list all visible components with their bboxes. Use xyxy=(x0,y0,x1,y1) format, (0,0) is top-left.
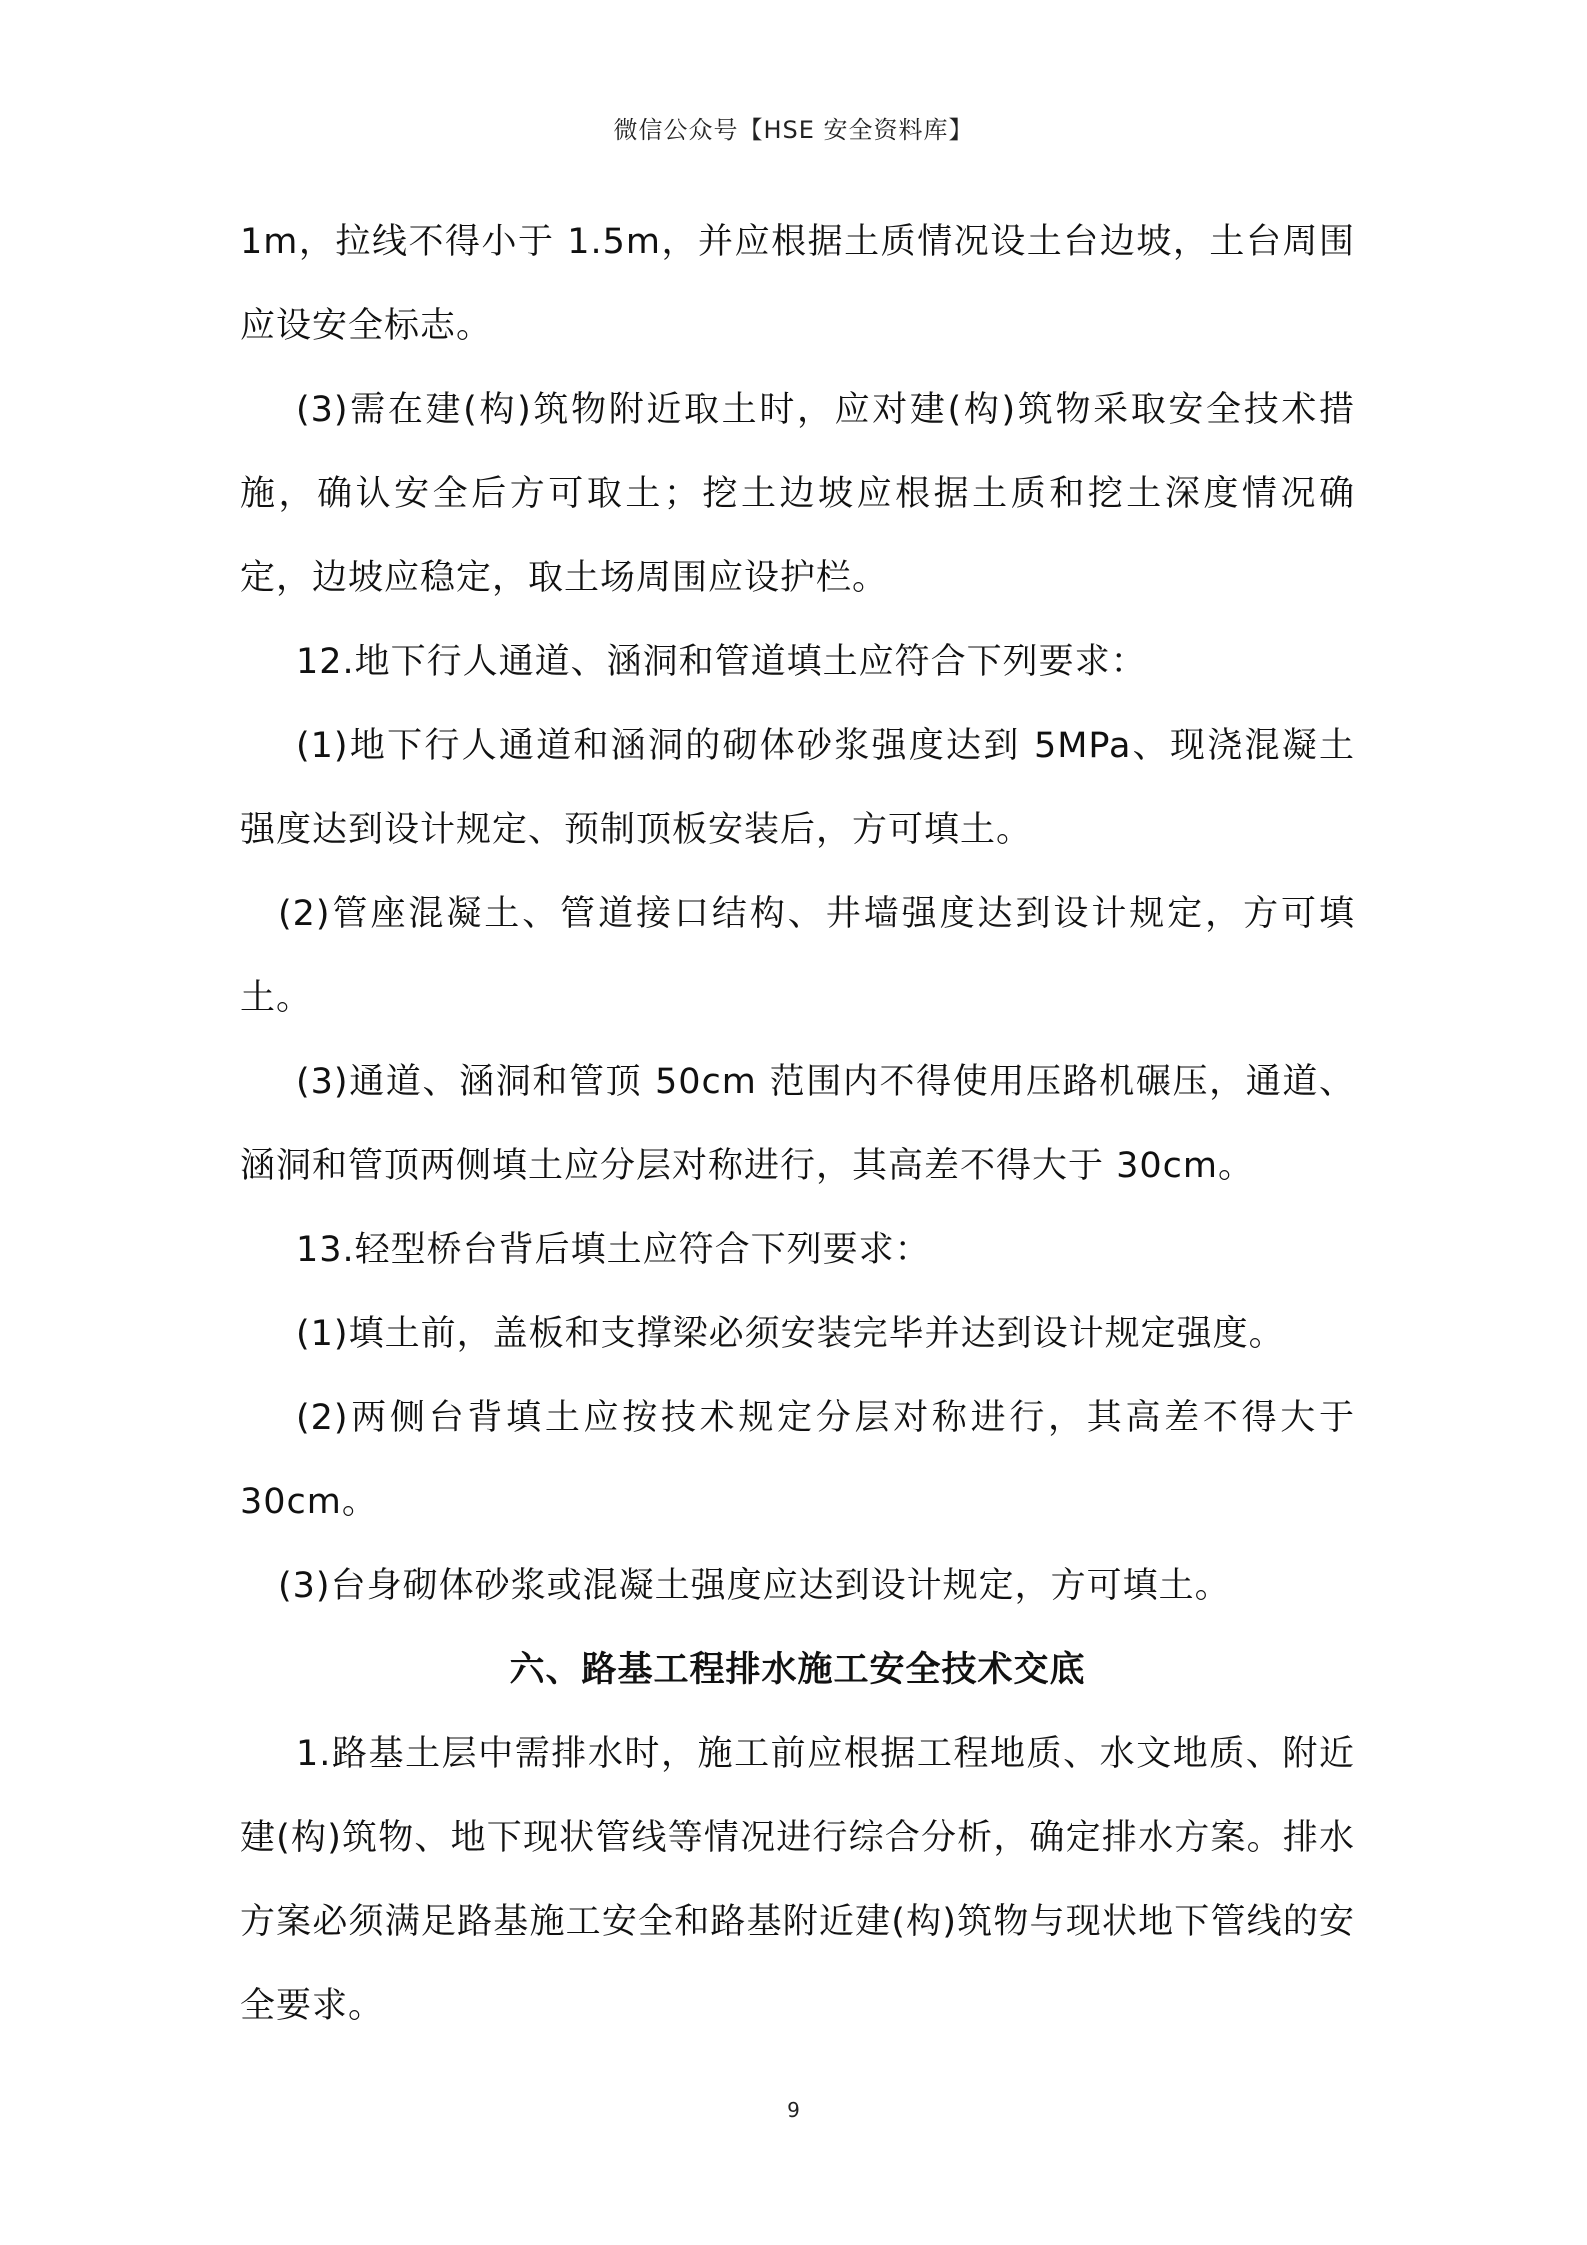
document-body xyxy=(240,200,1355,2048)
paragraph-earth-platform: 1m，拉线不得小于 1.5m，并应根据土质情况设土台边坡，土台周围应设安全标志。 xyxy=(240,222,1355,346)
page-number: 9 xyxy=(787,2098,800,2122)
paragraph-item-13-1: (1)填土前，盖板和支撑梁必须安装完毕并达到设计规定强度。 xyxy=(296,1314,1285,1354)
paragraph-item-13-3: (3)台身砌体砂浆或混凝土强度应达到设计规定，方可填土。 xyxy=(278,1566,1231,1606)
paragraph-item-12-2: (2)管座混凝土、管道接口结构、井墙强度达到设计规定，方可填土。 xyxy=(240,894,1355,1018)
paragraph-drainage-1: 1.路基土层中需排水时，施工前应根据工程地质、水文地质、附近建(构)筑物、地下现状管线等情况进行综合分析，确定排水方案。排水方案必须满足路基施工安全和路基附近建(构)筑物与现状地下管线的安全要求。 xyxy=(240,1734,1355,2026)
paragraph-borrow-near-structures: (3)需在建(构)筑物附近取土时，应对建(构)筑物采取安全技术措施，确认安全后方可取土；挖土边坡应根据土质和挖土深度情况确定，边坡应稳定，取土场周围应设护栏。 xyxy=(240,390,1355,598)
paragraph-item-12: 12.地下行人通道、涵洞和管道填土应符合下列要求： xyxy=(296,642,1147,682)
page-header: 微信公众号【HSE 安全资料库】 xyxy=(613,116,974,144)
paragraph-item-13: 13.轻型桥台背后填土应符合下列要求： xyxy=(296,1230,931,1270)
paragraph-item-13-2: (2)两侧台背填土应按技术规定分层对称进行，其高差不得大于30cm。 xyxy=(240,1398,1355,1522)
paragraph-item-12-1: (1)地下行人通道和涵洞的砌体砂浆强度达到 5MPa、现浇混凝土强度达到设计规定、预制顶板安装后，方可填土。 xyxy=(240,726,1355,850)
section-heading-drainage: 六、路基工程排水施工安全技术交底 xyxy=(509,1650,1086,1690)
paragraph-item-12-3: (3)通道、涵洞和管顶 50cm 范围内不得使用压路机碾压，通道、涵洞和管顶两侧填土应分层对称进行，其高差不得大于 30cm。 xyxy=(240,1062,1355,1186)
